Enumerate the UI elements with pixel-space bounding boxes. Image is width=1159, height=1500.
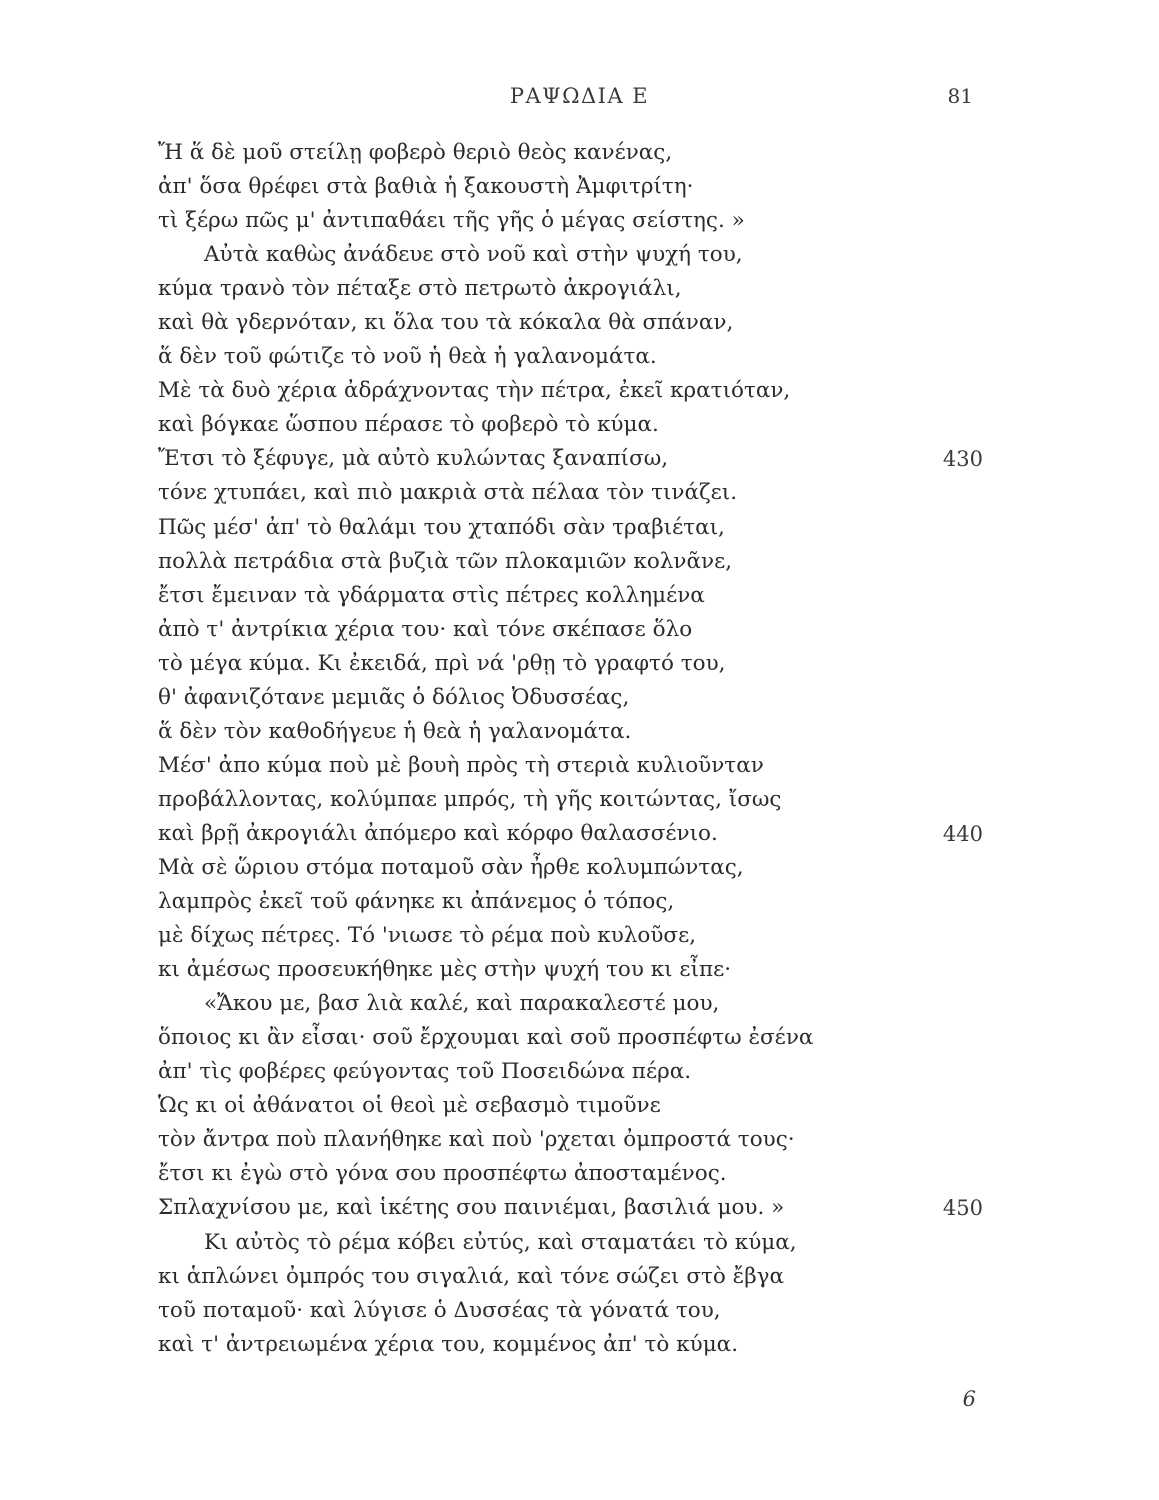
verse-line [0,1294,1159,1328]
verse-text: Ἔτσι τὸ ξέφυγε, μὰ αὐτὸ κυλώντας ξαναπίσω, [158,446,669,472]
verse-text: τὸν ἄντρα ποὺ πλανήθηκε καὶ ποὺ 'ρχεται ὀμπροστά τους· [158,1127,795,1153]
verse-text: «Ἄκου με, βασ λιὰ καλέ, καὶ παρακαλεστέ μου, [204,991,720,1017]
verse-line [0,783,1159,817]
verse-line [0,647,1159,681]
verse-line [0,851,1159,885]
verse-line [0,1123,1159,1157]
running-head-title: ΡΑΨΩΔΙΑ Ε [509,84,650,108]
verse-line [0,817,1159,851]
verse-text: καὶ βόγκαε ὥσπου πέρασε τὸ φοβερὸ τὸ κύμα. [158,412,659,438]
verse-text: ὅποιος κι ἂν εἶσαι· σοῦ ἔρχουμαι καὶ σοῦ προσπέφτω ἐσένα [158,1025,814,1051]
verse-line [0,340,1159,374]
verse-line [0,476,1159,510]
line-number: 440 [942,821,983,846]
verse-line [0,579,1159,613]
verse-line [0,919,1159,953]
verse-line [0,953,1159,987]
verse-line [0,511,1159,545]
signature-mark: 6 [962,1387,976,1411]
verse-text: θ' ἀφανιζότανε μεμιᾶς ὁ δόλιος Ὀδυσσέας, [158,684,630,710]
verse-text: Ὡς κι οἱ ἀθάνατοι οἱ θεοὶ μὲ σεβασμὸ τιμοῦνε [158,1093,661,1119]
verse-text: καὶ θὰ γδερνόταν, κι ὅλα του τὰ κόκαλα θὰ σπάναν, [158,310,734,336]
verse-text: Μὲ τὰ δυὸ χέρια ἀδράχνοντας τὴν πέτρα, ἐκεῖ κρατιόταν, [158,378,791,404]
verse-text: Πῶς μέσ' ἀπ' τὸ θαλάμι του χταπόδι σὰν τραβιέται, [158,514,725,540]
verse-line [0,272,1159,306]
verse-line [0,1157,1159,1191]
verse-text: καὶ τ' ἀντρειωμένα χέρια του, κομμένος ἀπ' τὸ κύμα. [158,1331,739,1357]
verse-text: τὸ μέγα κύμα. Κι ἐκειδά, πρὶ νά 'ρθῃ τὸ γραφτό του, [158,650,726,676]
verse-line [0,1226,1159,1260]
verse-line [0,749,1159,783]
line-number: 450 [942,1196,983,1221]
verse-text: ἀπ' ὅσα θρέφει στὰ βαθιὰ ἡ ξακουστὴ Ἀμφιτρίτη· [158,174,694,200]
verse-line [0,408,1159,442]
verse-block [0,136,1159,1362]
verse-text: Μὰ σὲ ὥριου στόμα ποταμοῦ σὰν ἦρθε κολυμπώντας, [158,854,744,880]
verse-text: ἀπὸ τ' ἀντρίκια χέρια του· καὶ τόνε σκέπασε ὅλο [158,616,693,642]
verse-text: Σπλαχνίσου με, καὶ ἱκέτης σου παινιέμαι, βασιλιά μου. » [158,1195,785,1221]
verse-line [0,306,1159,340]
line-number: 430 [942,447,983,472]
verse-line [0,238,1159,272]
verse-text: προβάλλοντας, κολύμπαε μπρός, τὴ γῆς κοιτώντας, ἴσως [158,786,782,812]
verse-line [0,170,1159,204]
verse-line [0,374,1159,408]
verse-line [0,1260,1159,1294]
verse-line [0,987,1159,1021]
verse-line [0,885,1159,919]
verse-line [0,1328,1159,1362]
verse-line [0,681,1159,715]
verse-text: τοῦ ποταμοῦ· καὶ λύγισε ὁ Δυσσέας τὰ γόνατά του, [158,1297,721,1323]
verse-text: τὶ ξέρω πῶς μ' ἀντιπαθάει τῆς γῆς ὁ μέγας σείστης. » [158,208,745,234]
verse-line [0,1021,1159,1055]
verse-text: ἅ δὲν τὸν καθοδήγευε ἡ θεὰ ἡ γαλανομάτα. [158,718,632,744]
verse-text: ἀπ' τὶς φοβέρες φεύγοντας τοῦ Ποσειδώνα πέρα. [158,1059,692,1085]
verse-text: λαμπρὸς ἐκεῖ τοῦ φάνηκε κι ἀπάνεμος ὁ τόπος, [158,889,675,915]
verse-line [0,1089,1159,1123]
verse-line [0,545,1159,579]
verse-text: Αὐτὰ καθὼς ἀνάδευε στὸ νοῦ καὶ στὴν ψυχή του, [204,242,743,268]
verse-text: κι ἀμέσως προσευκήθηκε μὲς στὴν ψυχή του κι εἶπε· [158,957,732,983]
verse-text: μὲ δίχως πέτρες. Τό 'νιωσε τὸ ρέμα ποὺ κυλοῦσε, [158,923,697,949]
page-number: 81 [947,84,973,108]
verse-text: πολλὰ πετράδια στὰ βυζιὰ τῶν πλοκαμιῶν κολνᾶνε, [158,548,733,574]
verse-line [0,715,1159,749]
verse-line [0,442,1159,476]
verse-text: τόνε χτυπάει, καὶ πιὸ μακριὰ στὰ πέλαα τὸν τινάζει. [158,480,738,506]
verse-text: Μέσ' ἀπο κύμα ποὺ μὲ βουὴ πρὸς τὴ στεριὰ κυλιοῦνταν [158,752,764,778]
verse-text: κύμα τρανὸ τὸν πέταξε στὸ πετρωτὸ ἀκρογιάλι, [158,276,682,302]
verse-text: ἅ δὲν τοῦ φώτιζε τὸ νοῦ ἡ θεὰ ἡ γαλανομάτα. [158,344,657,370]
verse-text: κι ἁπλώνει ὀμπρός του σιγαλιά, καὶ τόνε σώζει στὸ ἔβγα [158,1263,784,1289]
verse-line [0,204,1159,238]
verse-line [0,1191,1159,1225]
verse-text: Ἤ ἅ δὲ μοῦ στείλῃ φοβερὸ θεριὸ θεὸς κανένας, [158,140,673,165]
verse-text: καὶ βρῇ ἀκρογιάλι ἀπόμερο καὶ κόρφο θαλασσένιο. [158,820,718,846]
verse-text: ἔτσι ἔμειναν τὰ γδάρματα στὶς πέτρες κολλημένα [158,582,705,608]
verse-line [0,613,1159,647]
verse-line [0,1055,1159,1089]
verse-text: Κι αὐτὸς τὸ ρέμα κόβει εὐτύς, καὶ σταματάει τὸ κύμα, [204,1229,797,1255]
verse-line [0,136,1159,170]
verse-text: ἔτσι κι ἐγὼ στὸ γόνα σου προσπέφτω ἀποσταμένος. [158,1161,727,1187]
